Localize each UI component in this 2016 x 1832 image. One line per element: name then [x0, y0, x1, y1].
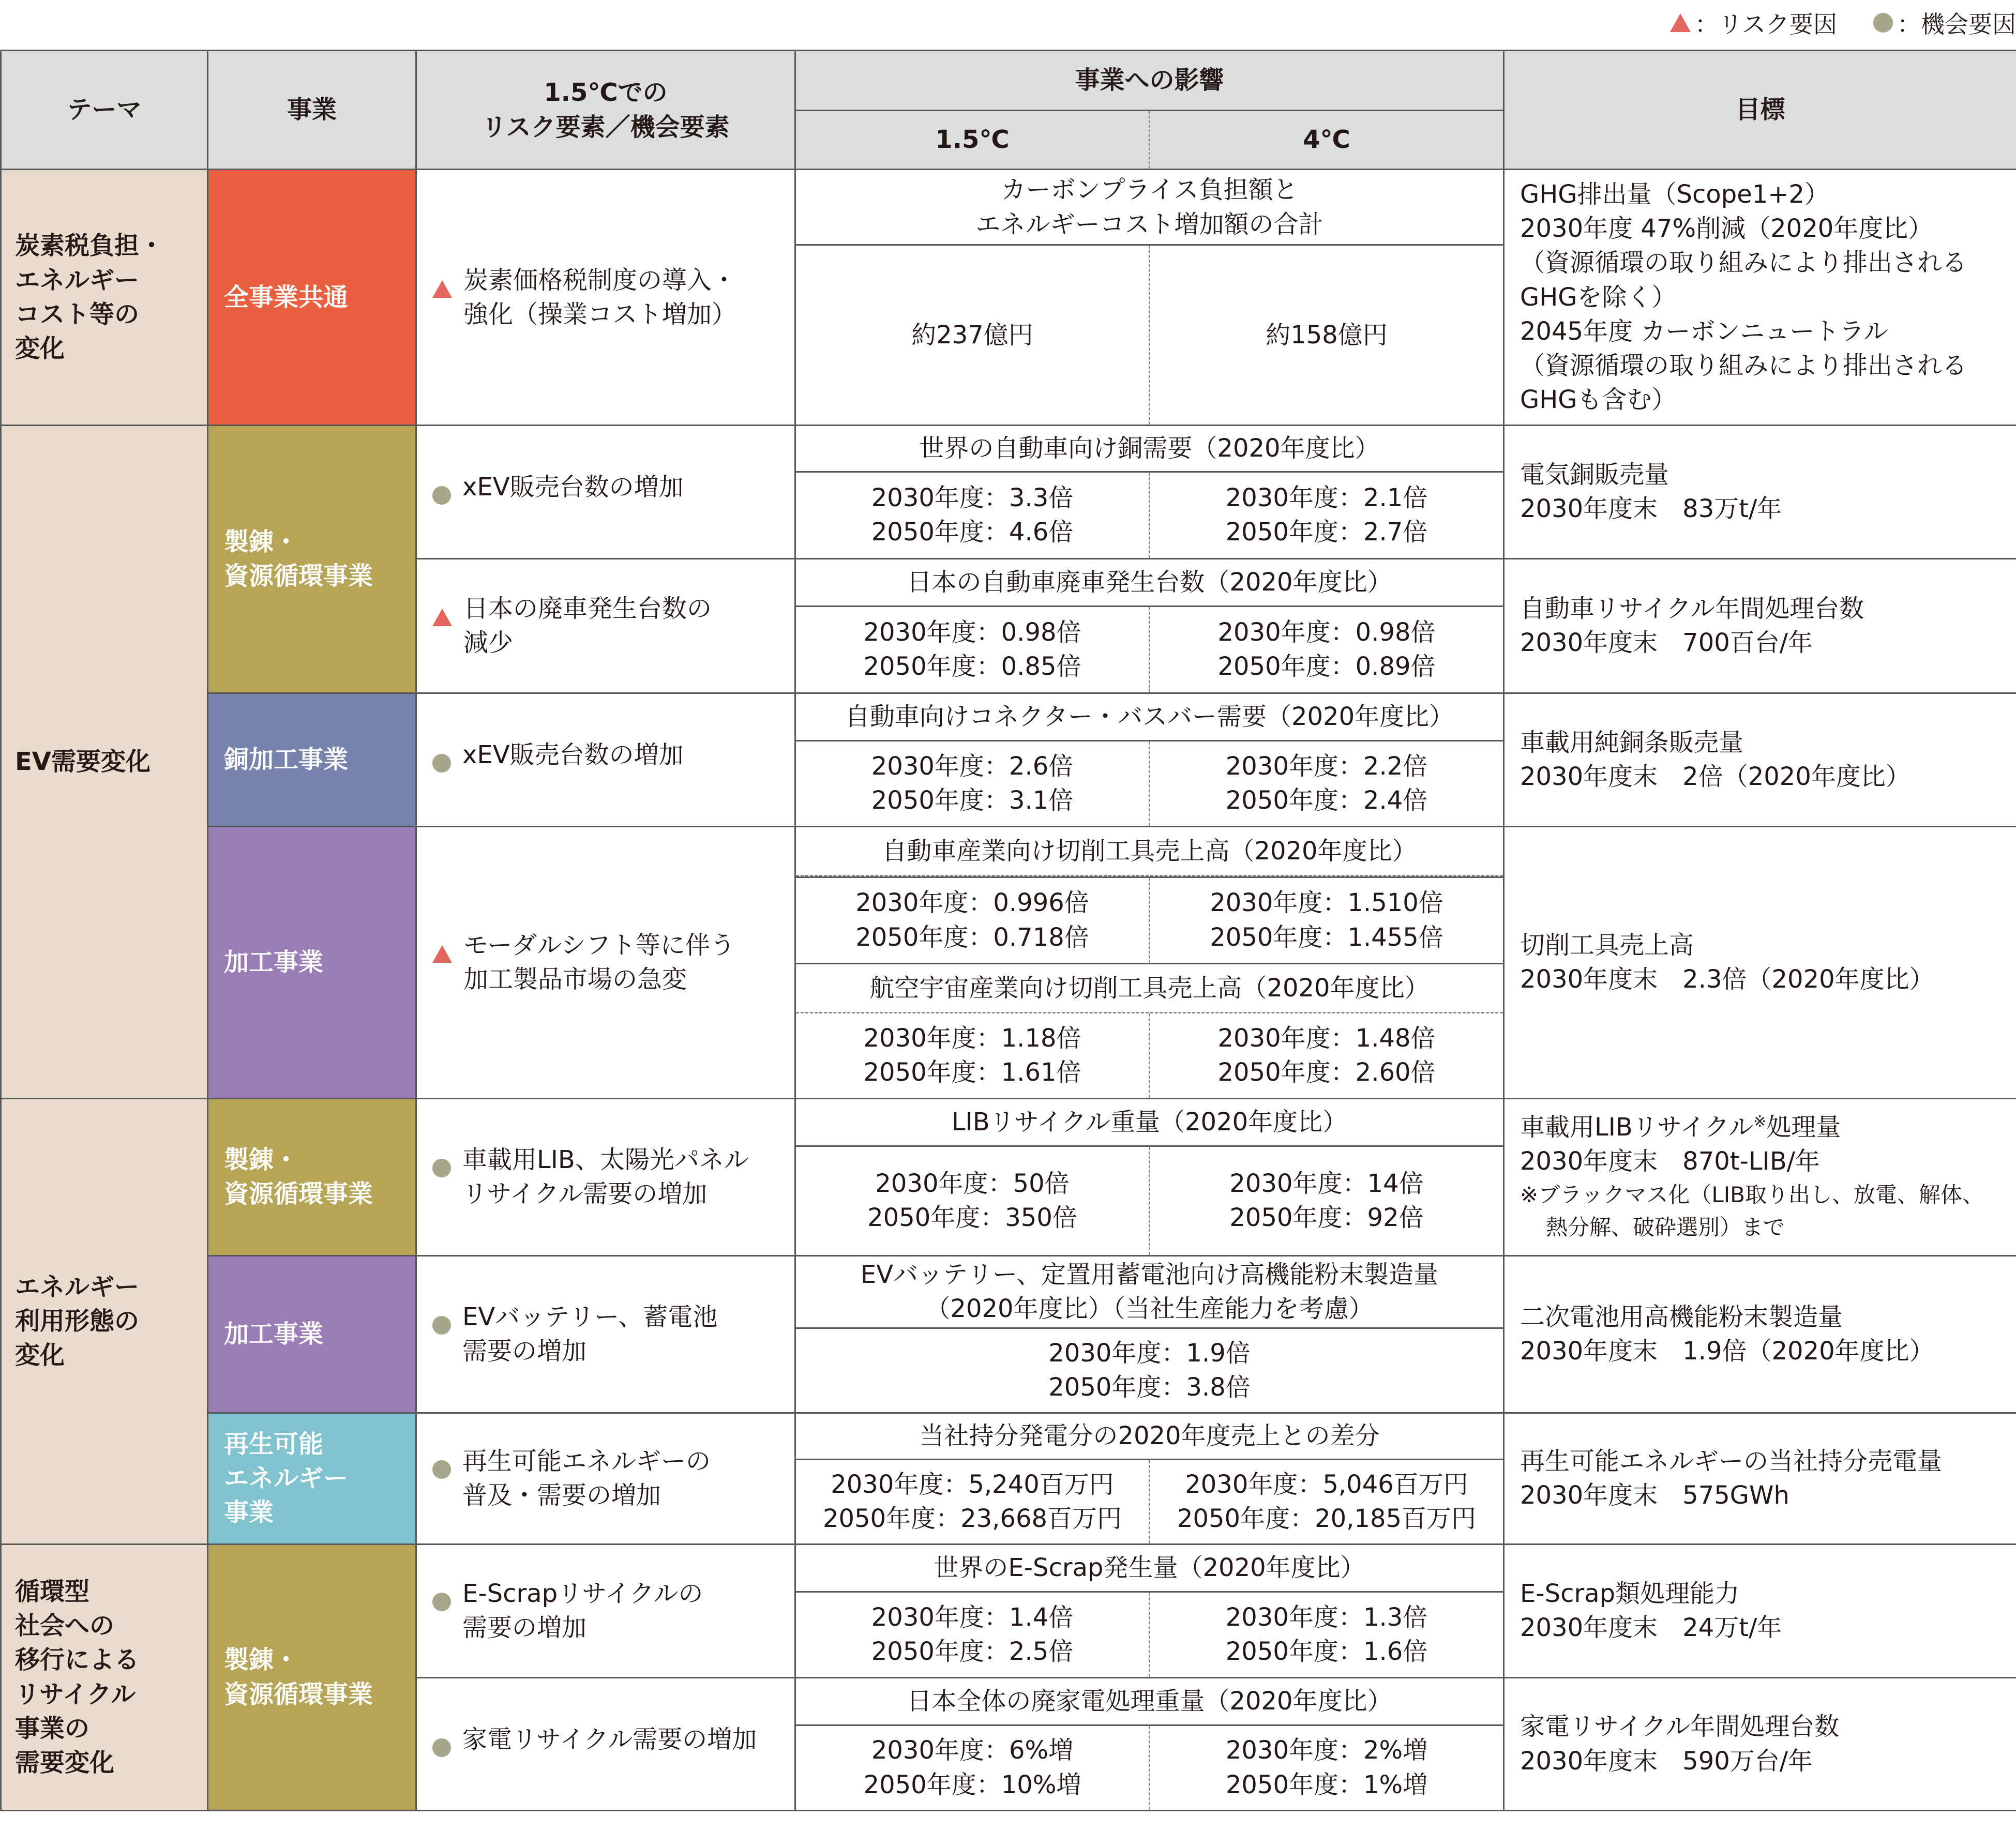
goal-line: 2030年度 47%削減（2020年度比） — [1520, 214, 1933, 244]
legend-risk-label: ：リスク要因 — [1694, 10, 1837, 38]
goal-line: 2030年度末 83万t/年 — [1520, 494, 1782, 524]
value-line: 2030年度：1.18倍 — [863, 1023, 1081, 1053]
goal-line: （資源循環の取り組みにより排出される — [1520, 351, 1967, 381]
value-line: 2030年度：2.1倍 — [1225, 483, 1428, 512]
impact-1-5c — [795, 1146, 1150, 1255]
goal-line: GHG排出量（Scope1+2） — [1520, 180, 1830, 209]
value-line: 2050年度：20,185百万円 — [1177, 1504, 1477, 1534]
impact-both-scenarios — [795, 1328, 1504, 1413]
footnote: ※ブラックマス化（LIB取り出し、放電、解体、 — [1520, 1182, 1984, 1208]
footnote: 熱分解、破砕選別）まで — [1546, 1215, 1785, 1240]
theme-line: 事業の — [15, 1714, 90, 1743]
legend-risk — [1670, 6, 1837, 40]
footnote-mark: ※ — [1753, 1112, 1767, 1131]
impact-metric: 日本全体の廃家電処理重量（2020年度比） — [795, 1677, 1504, 1725]
goal-cell — [1504, 1098, 2016, 1255]
theme-line: コスト等の — [15, 299, 140, 329]
impact-4c — [1150, 472, 1504, 558]
value-line: 2030年度：5,240百万円 — [831, 1470, 1114, 1499]
business-line: 資源循環事業 — [224, 562, 373, 591]
factor-text: リサイクル需要の増加 — [462, 1179, 708, 1209]
theme-line: エネルギー — [15, 265, 140, 295]
metric-line: カーボンプライス負担額と — [1001, 175, 1298, 205]
factor-cell — [416, 1413, 795, 1544]
goal-cell — [1504, 693, 2016, 826]
value-line: 2030年度：1.4倍 — [871, 1602, 1074, 1632]
value-line: 2030年度：2.2倍 — [1225, 751, 1428, 781]
impact-1-5c — [795, 472, 1150, 558]
impact-1-5c — [795, 1592, 1150, 1677]
business-line: 資源循環事業 — [224, 1679, 373, 1709]
legend-opportunity-label: ：機会要因 — [1897, 10, 2016, 38]
impact-values-group — [795, 877, 1504, 1098]
value-line: 2050年度：23,668百万円 — [822, 1504, 1122, 1534]
value-line: 2050年度：2.60倍 — [1217, 1058, 1436, 1087]
legend — [1634, 0, 2016, 46]
goal-line: 2030年度末 1.9倍（2020年度比） — [1520, 1337, 1934, 1366]
goal-line: GHGも含む） — [1520, 385, 1677, 415]
metric-line: EVバッテリー、定置用蓄電池向け高機能粉末製造量 — [860, 1260, 1439, 1289]
factor-cell — [416, 1098, 795, 1255]
theme-line: 需要変化 — [15, 1748, 115, 1778]
goal-text: 処理量 — [1766, 1112, 1841, 1142]
value-line: 2050年度：2.5倍 — [871, 1637, 1074, 1667]
business-processing: 加工事業 — [208, 826, 416, 1098]
goal-line: 2030年度末 2倍（2020年度比） — [1520, 762, 1910, 792]
impact-4c: 約158億円 — [1150, 245, 1504, 425]
factor-text: 炭素価格税制度の導入・ — [463, 265, 737, 295]
goal-line: 自動車リサイクル年間処理台数 — [1520, 594, 1864, 623]
goal-line — [1520, 1110, 2000, 1144]
header-factor — [416, 51, 795, 170]
factor-cell — [416, 1677, 795, 1810]
impact-1-5c — [796, 878, 1150, 963]
factor-text: 家電リサイクル需要の増加 — [462, 1724, 757, 1754]
goal-cell — [1504, 170, 2016, 426]
risk-triangle-icon — [432, 945, 452, 963]
value-line: 2030年度：6%増 — [871, 1736, 1074, 1765]
goal-cell — [1504, 1255, 2016, 1413]
theme-ev-demand: EV需要変化 — [1, 425, 208, 1098]
opportunity-circle-icon — [432, 1460, 451, 1479]
value-line: 2030年度：1.9倍 — [1048, 1338, 1251, 1368]
impact-4c — [1150, 1146, 1504, 1255]
impact-4c — [1150, 1459, 1504, 1544]
goal-line: 2030年度末 575GWh — [1520, 1481, 1789, 1510]
value-line: 2050年度：1.61倍 — [863, 1058, 1081, 1087]
impact-metric: 自動車向けコネクター・バスバー需要（2020年度比） — [795, 693, 1504, 740]
value-line: 2050年度：2.7倍 — [1225, 518, 1428, 547]
value-line: 2050年度：2.4倍 — [1225, 786, 1428, 815]
header-factor-line: リスク要素／機会要素 — [482, 112, 730, 142]
factor-text: 需要の増加 — [462, 1613, 587, 1643]
impact-4c — [1150, 1013, 1503, 1098]
impact-metric: 自動車産業向け切削工具売上高（2020年度比） — [796, 827, 1503, 876]
business-copper-processing: 銅加工事業 — [208, 693, 416, 826]
value-line: 2030年度：5,046百万円 — [1185, 1470, 1468, 1499]
value-line: 2030年度：3.3倍 — [871, 483, 1074, 512]
impact-metric-group — [795, 826, 1504, 877]
factor-text: EVバッテリー、蓄電池 — [462, 1302, 718, 1331]
goal-cell — [1504, 1677, 2016, 1810]
triangle-icon — [1670, 13, 1691, 32]
business-smelting — [208, 425, 416, 693]
header-scenario-4c: 4℃ — [1150, 111, 1504, 170]
metric-line: エネルギーコスト増加額の合計 — [975, 209, 1323, 239]
impact-4c — [1150, 606, 1504, 693]
factor-cell — [416, 170, 795, 426]
metric-line: （2020年度比）（当社生産能力を考慮） — [925, 1294, 1374, 1324]
value-line: 2030年度：0.996倍 — [855, 888, 1089, 918]
value-line: 2050年度：4.6倍 — [871, 518, 1074, 547]
impact-1-5c — [795, 1725, 1150, 1810]
factor-cell — [416, 1544, 795, 1677]
goal-line: GHGを除く） — [1520, 282, 1677, 312]
impact-metric: 世界のE-Scrap発生量（2020年度比） — [795, 1544, 1504, 1592]
value-line: 2050年度：0.85倍 — [863, 652, 1081, 682]
goal-line: 電気銅販売量 — [1520, 460, 1669, 489]
business-line: 再生可能 — [224, 1429, 324, 1459]
impact-1-5c: 約237億円 — [795, 245, 1150, 425]
factor-text: 加工製品市場の急変 — [463, 965, 687, 994]
climate-risk-table — [0, 50, 2016, 1811]
factor-cell — [416, 1255, 795, 1413]
business-smelting — [208, 1544, 416, 1810]
factor-text: 減少 — [463, 628, 514, 658]
value-line: 2030年度：0.98倍 — [863, 617, 1081, 647]
goal-line: 2030年度末 24万t/年 — [1520, 1613, 1782, 1643]
factor-cell — [416, 425, 795, 558]
goal-line: E-Scrap類処理能力 — [1520, 1579, 1740, 1608]
business-line: 資源循環事業 — [224, 1179, 373, 1209]
value-line: 2030年度：50倍 — [875, 1169, 1070, 1198]
goal-line: 家電リサイクル年間処理台数 — [1520, 1712, 1840, 1742]
impact-1-5c — [796, 1013, 1150, 1098]
value-line: 2050年度：3.8倍 — [1048, 1373, 1251, 1402]
goal-text: 車載用LIBリサイクル — [1520, 1112, 1754, 1142]
theme-line: 変化 — [15, 334, 65, 364]
goal-cell — [1504, 1544, 2016, 1677]
goal-line: 2030年度末 700百台/年 — [1520, 628, 1813, 658]
business-line: 製錬・ — [224, 1645, 299, 1675]
opportunity-circle-icon — [432, 1316, 451, 1335]
impact-metric: LIBリサイクル重量（2020年度比） — [795, 1098, 1504, 1146]
value-line: 2050年度：3.1倍 — [871, 786, 1074, 815]
opportunity-circle-icon — [432, 754, 451, 773]
impact-metric: 当社持分発電分の2020年度売上との差分 — [795, 1413, 1504, 1459]
goal-cell — [1504, 826, 2016, 1098]
circle-icon — [1873, 13, 1893, 33]
business-line: エネルギー — [224, 1464, 349, 1493]
impact-metric: 日本の自動車廃車発生台数（2020年度比） — [795, 558, 1504, 606]
factor-text: 需要の増加 — [462, 1337, 587, 1366]
goal-line: 再生可能エネルギーの当社持分売電量 — [1520, 1446, 1943, 1476]
goal-cell — [1504, 425, 2016, 558]
impact-4c — [1150, 1725, 1504, 1810]
value-line: 2050年度：1.455倍 — [1210, 922, 1443, 952]
impact-1-5c — [795, 740, 1150, 826]
theme-line: 社会への — [15, 1611, 115, 1641]
business-line: 製錬・ — [224, 1145, 299, 1174]
factor-cell — [416, 826, 795, 1098]
factor-text: 車載用LIB、太陽光パネル — [462, 1145, 749, 1174]
theme-line: 利用形態の — [15, 1307, 140, 1336]
goal-cell — [1504, 1413, 2016, 1544]
legend-opportunity — [1873, 6, 2016, 40]
value-line: 2030年度：2%増 — [1225, 1736, 1428, 1765]
impact-metric: 世界の自動車向け銅需要（2020年度比） — [795, 425, 1504, 472]
business-line: 製錬・ — [224, 527, 299, 556]
goal-line: 2045年度 カーボンニュートラル — [1520, 316, 1888, 346]
risk-triangle-icon — [432, 609, 452, 626]
value-line: 2030年度：0.98倍 — [1217, 617, 1436, 647]
goal-cell — [1504, 558, 2016, 693]
opportunity-circle-icon — [432, 1738, 451, 1757]
header-theme: テーマ — [1, 51, 208, 170]
value-line: 2030年度：1.3倍 — [1225, 1602, 1428, 1632]
value-line: 2030年度：2.6倍 — [871, 751, 1074, 781]
theme-line: エネルギー — [15, 1272, 140, 1301]
theme-line: 移行による — [15, 1645, 140, 1675]
value-line: 2050年度：0.89倍 — [1217, 652, 1436, 682]
opportunity-circle-icon — [432, 486, 451, 505]
theme-line: 炭素税負担・ — [15, 231, 164, 261]
factor-cell — [416, 693, 795, 826]
business-processing: 加工事業 — [208, 1255, 416, 1413]
value-line: 2030年度：1.48倍 — [1217, 1023, 1436, 1053]
factor-text: 日本の廃車発生台数の — [463, 594, 712, 623]
value-line: 2050年度：0.718倍 — [855, 922, 1089, 952]
business-all: 全事業共通 — [208, 170, 416, 426]
impact-metric — [795, 1255, 1504, 1328]
value-line: 2030年度：14倍 — [1229, 1169, 1424, 1198]
impact-metric: 航空宇宙産業向け切削工具売上高（2020年度比） — [796, 964, 1503, 1013]
theme-line: 循環型 — [15, 1577, 90, 1606]
impact-1-5c — [795, 606, 1150, 693]
value-line: 2050年度：1%増 — [1225, 1770, 1428, 1799]
value-line: 2050年度：92倍 — [1229, 1203, 1424, 1233]
impact-metric — [795, 170, 1504, 245]
goal-line: 切削工具売上高 — [1520, 930, 1694, 960]
header-scenario-1-5c: 1.5℃ — [795, 111, 1150, 170]
value-line: 2050年度：350倍 — [867, 1203, 1077, 1233]
impact-1-5c — [795, 1459, 1150, 1544]
impact-4c — [1150, 1592, 1504, 1677]
goal-line: 2030年度末 870t-LIB/年 — [1520, 1147, 1820, 1176]
goal-line: 2030年度末 590万台/年 — [1520, 1746, 1813, 1776]
factor-text: 再生可能エネルギーの — [462, 1446, 711, 1476]
factor-text: 普及・需要の増加 — [462, 1481, 661, 1510]
header-goal: 目標 — [1504, 51, 2016, 170]
header-business: 事業 — [208, 51, 416, 170]
business-renewable-energy — [208, 1413, 416, 1544]
business-line: 事業 — [224, 1498, 274, 1527]
theme-carbon-tax — [1, 170, 208, 426]
factor-text: E-Scrapリサイクルの — [462, 1579, 703, 1608]
goal-line: 2030年度末 2.3倍（2020年度比） — [1520, 965, 1934, 994]
goal-line: （資源循環の取り組みにより排出される — [1520, 248, 1967, 278]
theme-line: 変化 — [15, 1341, 65, 1370]
theme-circular-society — [1, 1544, 208, 1810]
factor-text: 強化（操業コスト増加） — [463, 299, 737, 329]
header-factor-line: 1.5℃での — [544, 78, 668, 108]
theme-line: リサイクル — [15, 1679, 136, 1709]
factor-text: xEV販売台数の増加 — [462, 473, 684, 502]
opportunity-circle-icon — [432, 1159, 451, 1177]
goal-line: 二次電池用高機能粉末製造量 — [1520, 1302, 1843, 1331]
goal-line: 車載用純銅条販売量 — [1520, 728, 1744, 757]
factor-text: モーダルシフト等に伴う — [463, 930, 735, 960]
factor-text: xEV販売台数の増加 — [462, 740, 684, 770]
impact-4c — [1150, 878, 1503, 963]
impact-4c — [1150, 740, 1504, 826]
factor-cell — [416, 558, 795, 693]
opportunity-circle-icon — [432, 1593, 451, 1611]
risk-triangle-icon — [432, 280, 452, 298]
header-impact: 事業への影響 — [795, 51, 1504, 111]
value-line: 2050年度：10%増 — [863, 1770, 1081, 1799]
value-line: 2030年度：1.510倍 — [1210, 888, 1443, 918]
business-smelting — [208, 1098, 416, 1255]
theme-energy-usage — [1, 1098, 208, 1544]
value-line: 2050年度：1.6倍 — [1225, 1637, 1428, 1667]
